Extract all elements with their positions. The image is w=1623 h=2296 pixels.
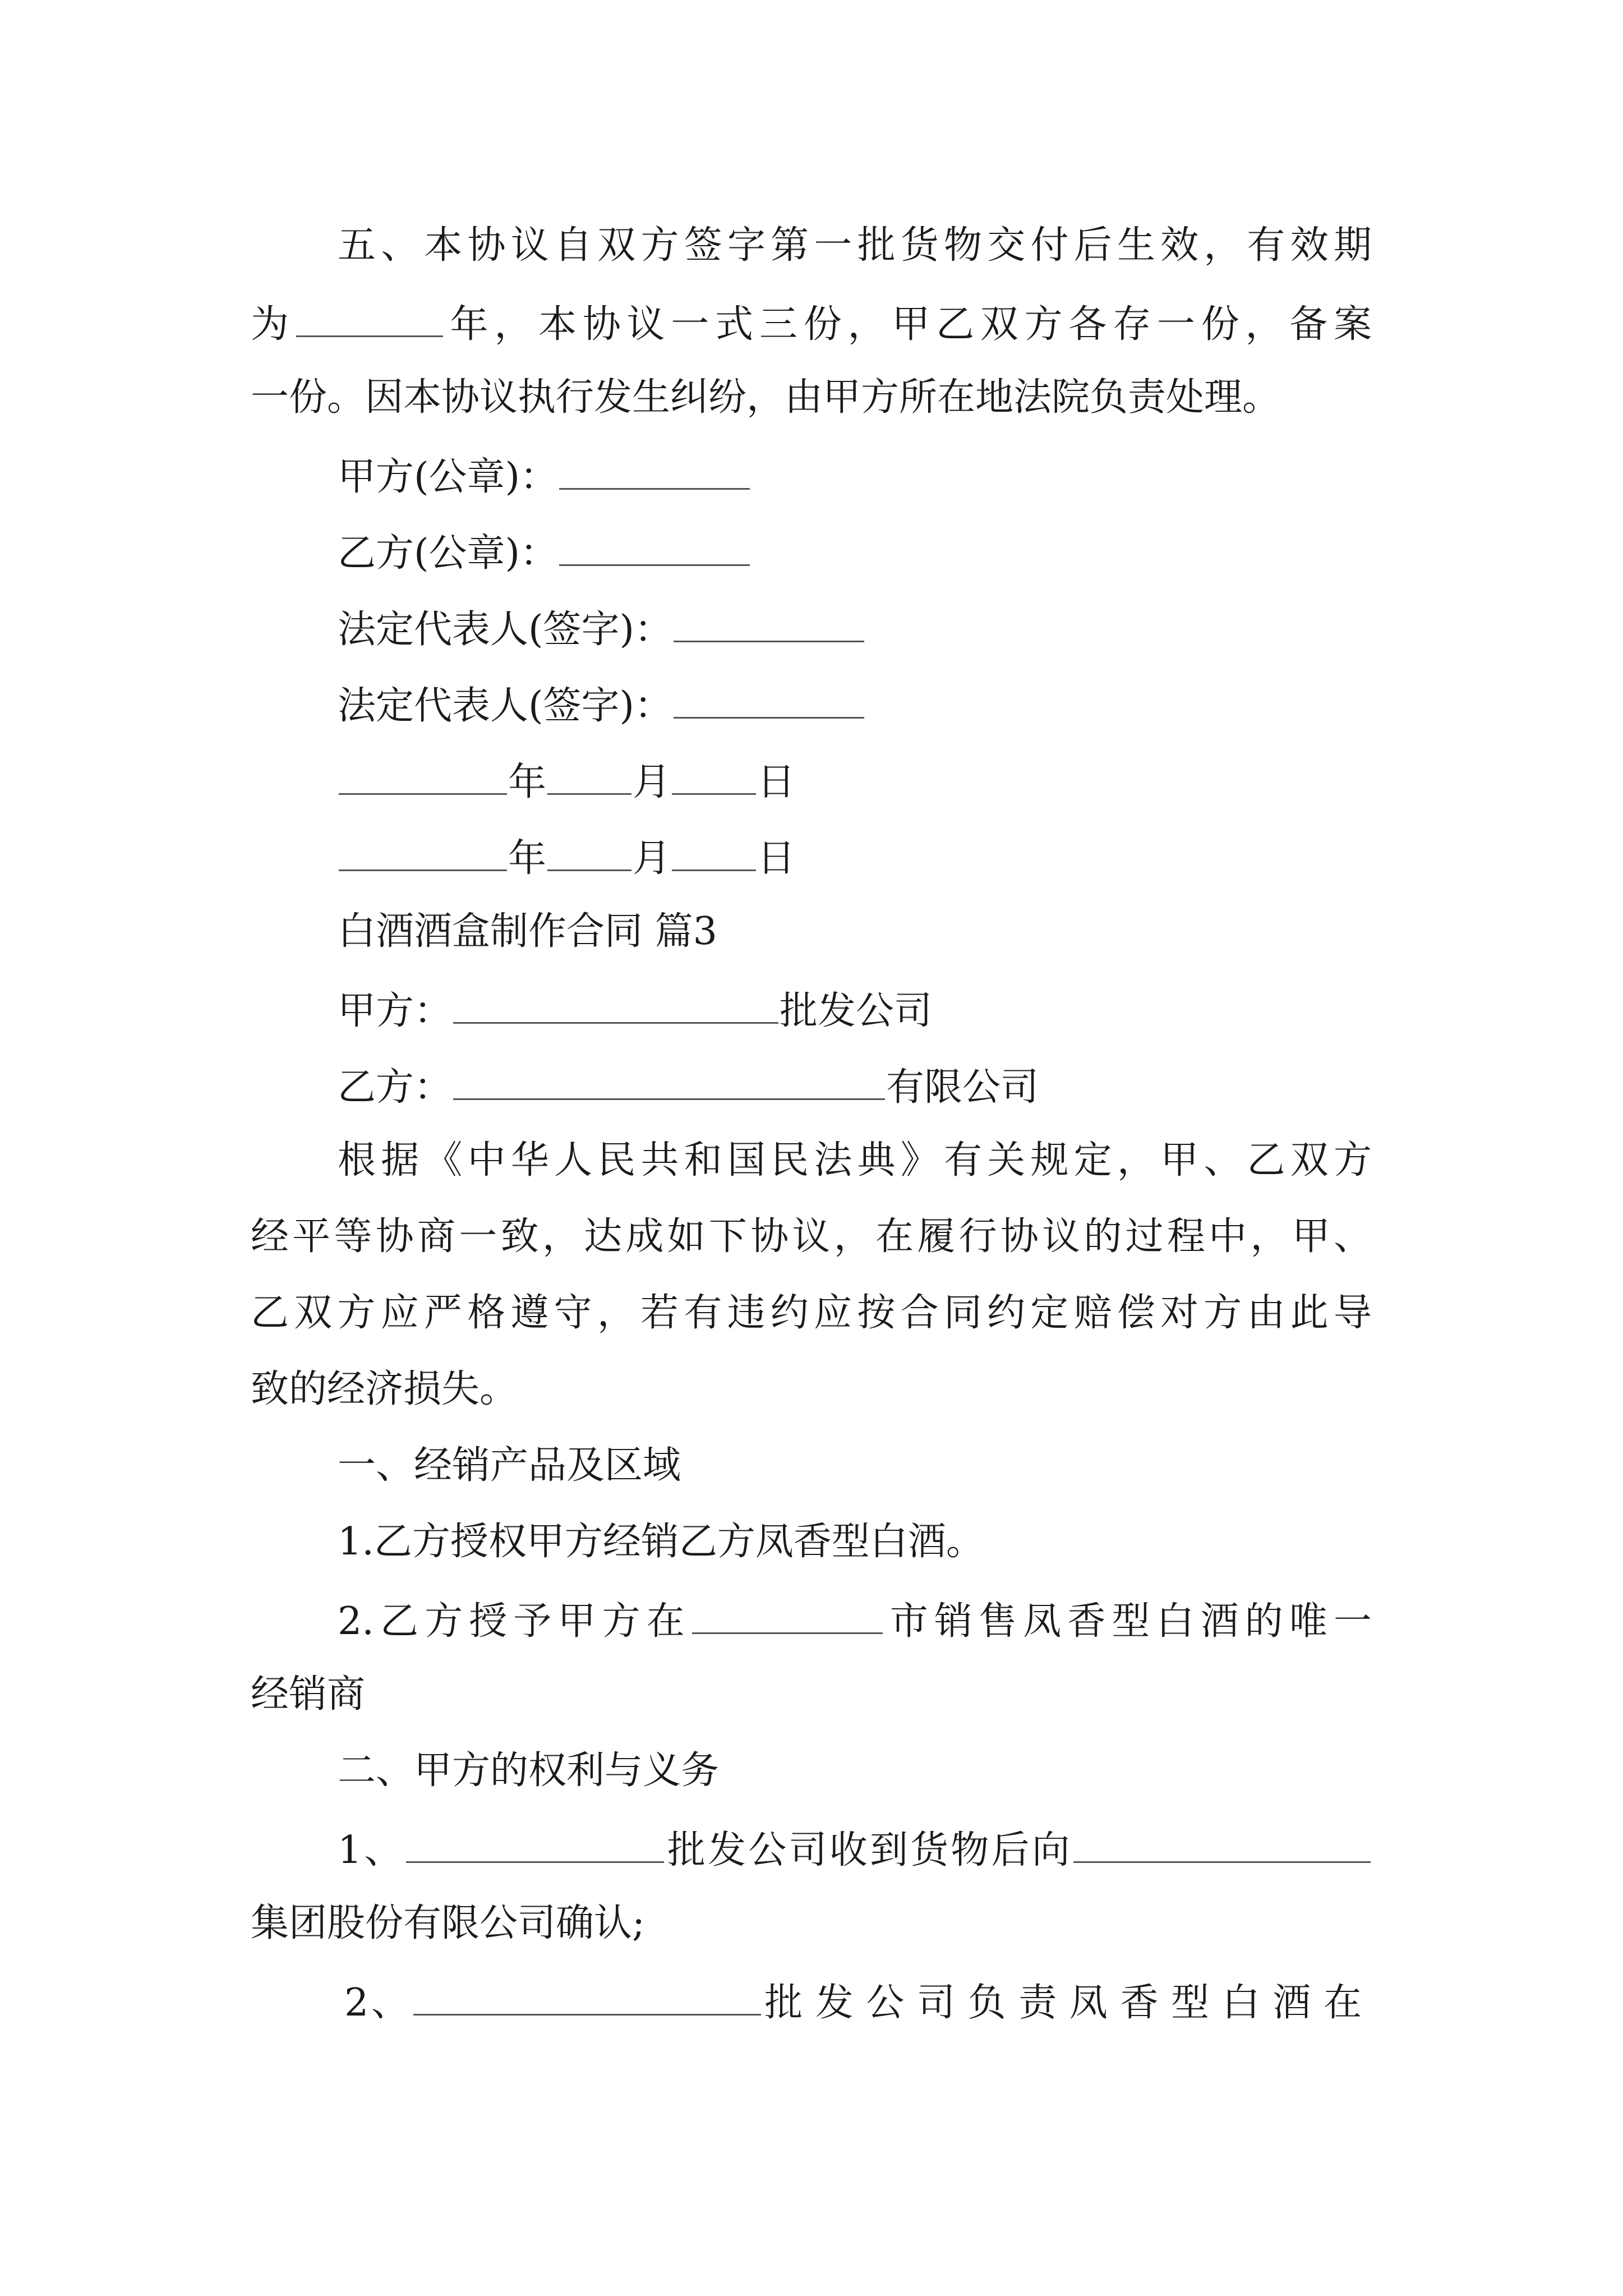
- group-company-field[interactable]: [1073, 1822, 1371, 1863]
- wholesale-company-field-2[interactable]: [413, 1975, 761, 2016]
- section-1-title: 一、经销产品及区域: [338, 1443, 681, 1488]
- party-b-name-field[interactable]: [453, 1059, 885, 1100]
- party-a-name-field[interactable]: [453, 983, 778, 1024]
- section-2-item-2: 2、 批发公司负责凤香型白酒在: [344, 1975, 1372, 2025]
- month-field[interactable]: [547, 830, 631, 871]
- party-a-line: 甲方： 批发公司: [338, 983, 932, 1033]
- wholesale-company-field[interactable]: [406, 1822, 664, 1863]
- clause-5-line-2: 为 年，本协议一式三份，甲乙双方各存一份，备案: [251, 296, 1372, 347]
- section-2-title: 二、甲方的权利与义务: [338, 1749, 720, 1793]
- section-1-item-2-cont: 经销商: [251, 1672, 366, 1717]
- date-line-1: 年 月 日: [338, 754, 795, 804]
- date-line-2: 年 月 日: [338, 830, 795, 881]
- party-a-seal-line: 甲方(公章)：: [338, 449, 751, 499]
- legal-rep-2-field[interactable]: [674, 678, 864, 719]
- city-field[interactable]: [692, 1593, 883, 1634]
- party-a-seal-field[interactable]: [559, 449, 750, 490]
- legal-rep-2-line: 法定代表人(签字)：: [338, 678, 865, 728]
- party-b-seal-field[interactable]: [559, 525, 750, 566]
- section-2-item-1-cont: 集团股份有限公司确认;: [251, 1901, 645, 1945]
- year-field[interactable]: [339, 754, 507, 795]
- intro-line-1: 根据《中华人民共和国民法典》有关规定，甲、乙双方: [338, 1138, 1372, 1182]
- clause-5-line-3: 一份。因本协议执行发生纠纷，由甲方所在地法院负责处理。: [251, 375, 1281, 420]
- legal-rep-1-field[interactable]: [674, 601, 864, 642]
- day-field[interactable]: [672, 830, 756, 871]
- month-field[interactable]: [547, 754, 631, 795]
- blank-field[interactable]: [296, 296, 443, 337]
- intro-line-2: 经平等协商一致，达成如下协议，在履行协议的过程中，甲、: [251, 1214, 1372, 1259]
- legal-rep-1-line: 法定代表人(签字)：: [338, 601, 865, 652]
- year-field[interactable]: [339, 830, 507, 871]
- section-1-item-1: 1.乙方授权甲方经销乙方凤香型白酒。: [338, 1520, 984, 1564]
- section-2-item-1: 1、 批发公司收到货物后向: [338, 1822, 1372, 1872]
- intro-line-4: 致的经济损失。: [251, 1367, 518, 1411]
- intro-line-3: 乙双方应严格遵守，若有违约应按合同约定赔偿对方由此导: [251, 1291, 1372, 1335]
- section-1-item-2: 2.乙方授予甲方在 市销售凤香型白酒的唯一: [338, 1593, 1372, 1644]
- day-field[interactable]: [672, 754, 756, 795]
- party-b-line: 乙方： 有限公司: [338, 1059, 1039, 1110]
- party-b-seal-line: 乙方(公章)：: [338, 525, 751, 576]
- contract-3-heading: 白酒酒盒制作合同 篇3: [338, 909, 717, 954]
- clause-5-line-1: 五、本协议自双方签字第一批货物交付后生效，有效期: [338, 223, 1372, 268]
